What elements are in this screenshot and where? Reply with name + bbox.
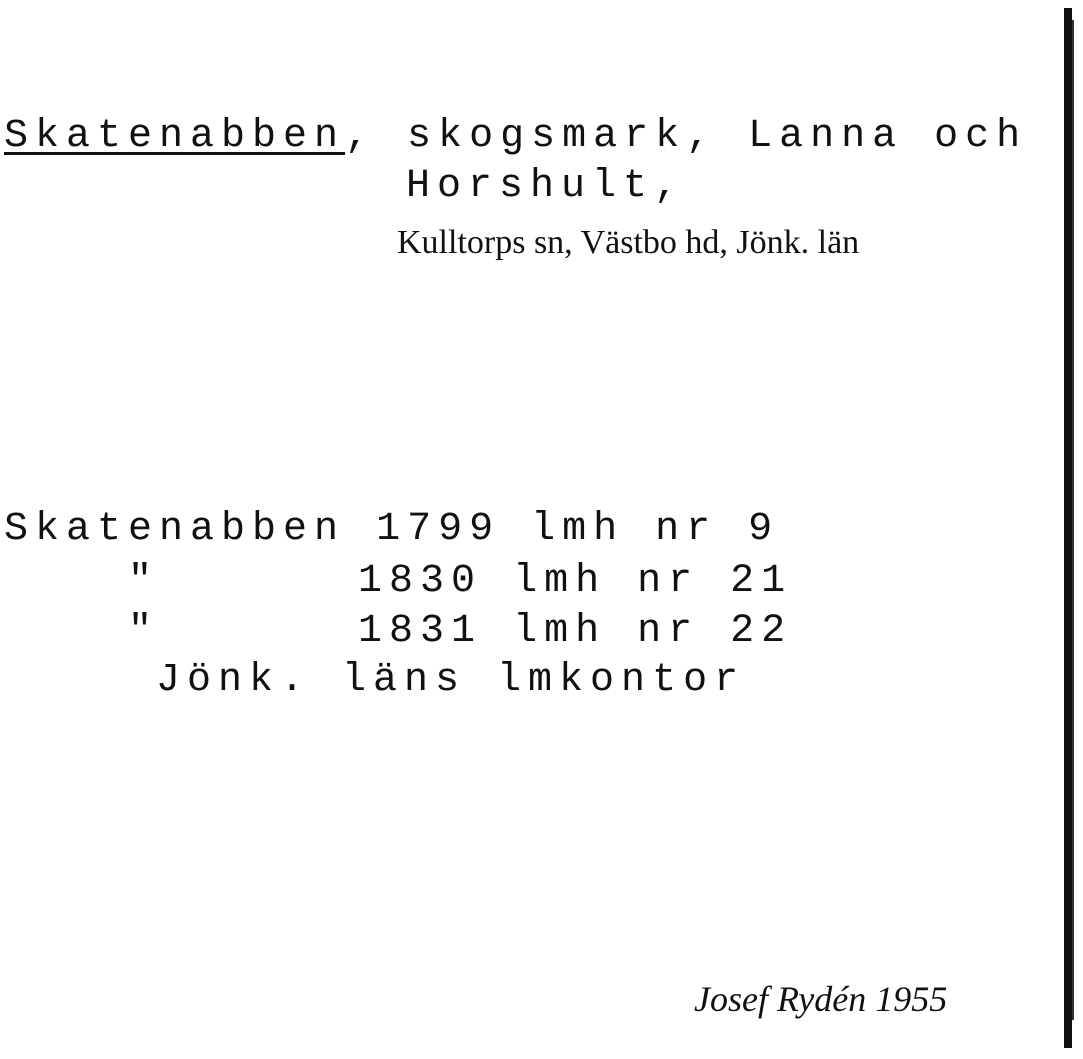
record-name: Skatenabben [4, 507, 346, 552]
heading-line-1 [4, 114, 1028, 159]
archive-line: Jönk. läns lmkontor [156, 658, 746, 703]
record-row [4, 559, 793, 604]
ditto-mark: " [128, 609, 160, 654]
heading-rest: , skogsmark, Lanna och [345, 114, 1028, 159]
record-row [4, 609, 793, 654]
record-source: lmh nr 21 [513, 559, 793, 604]
place-name: Skatenabben [4, 114, 346, 159]
record-source: lmh nr 9 [531, 507, 780, 552]
heading-line-2: Horshult, [406, 164, 686, 209]
signature: Josef Rydén 1955 [694, 979, 948, 1019]
card-edge-shadow [1072, 20, 1074, 1020]
record-year: 1830 [358, 559, 483, 604]
record-year: 1831 [358, 609, 483, 654]
parish-line: Kulltorps sn, Västbo hd, Jönk. län [397, 224, 860, 261]
record-source: lmh nr 22 [513, 609, 793, 654]
ditto-mark: " [128, 559, 160, 604]
card-edge-border [1064, 8, 1072, 1048]
record-row [4, 507, 780, 552]
record-year: 1799 [376, 507, 501, 552]
